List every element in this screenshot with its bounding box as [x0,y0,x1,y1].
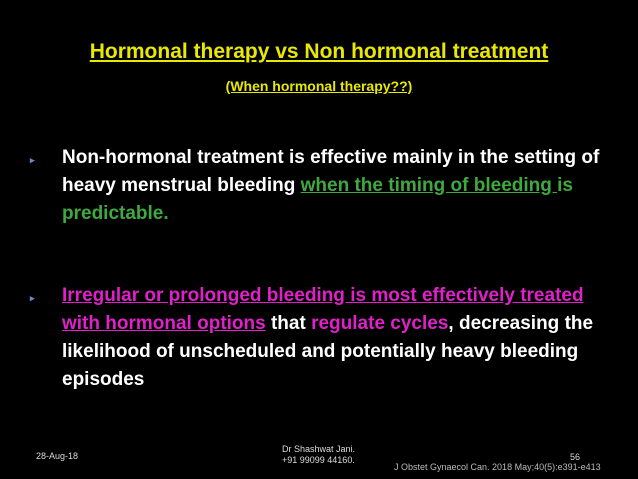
bullet-1-text: Non-hormonal treatment is effective mainly in the setting of heavy menstrual bleeding [62,147,600,196]
bullet-1-highlight: when the timing of bleeding [300,175,558,196]
reference-citation: J Obstet Gynaecol Can. 2018 May;40(5):e391-e413 [394,462,601,472]
slide-title: Hormonal therapy vs Non hormonal treatment [89,40,549,63]
bullet-point-2 [30,282,602,394]
bullet-2-text: that [265,313,312,334]
bullet-point-1 [30,144,602,228]
author-name: Dr Shashwat Jani. [282,444,356,454]
footer-author [282,444,355,466]
bullet-2-highlight: Irregular or prolonged bleeding is most effectively treated with hormonal options [62,285,584,334]
bullet-arrow-icon: ▸ [30,293,35,303]
bullet-2-emphasis: regulate cycles [311,313,449,334]
slide-subtitle: (When hormonal therapy??) [225,78,413,94]
page-number: 56 [570,452,581,462]
bullet-2-end: , decreasing the likelihood of unscheduled and potentially heavy bleeding episodes [62,313,594,390]
bullet-1-end: is predictable. [62,175,573,224]
author-phone: +91 99099 44160. [282,455,355,465]
footer-date: 28-Aug-18 [36,451,79,461]
bullet-arrow-icon: ▸ [30,155,35,165]
